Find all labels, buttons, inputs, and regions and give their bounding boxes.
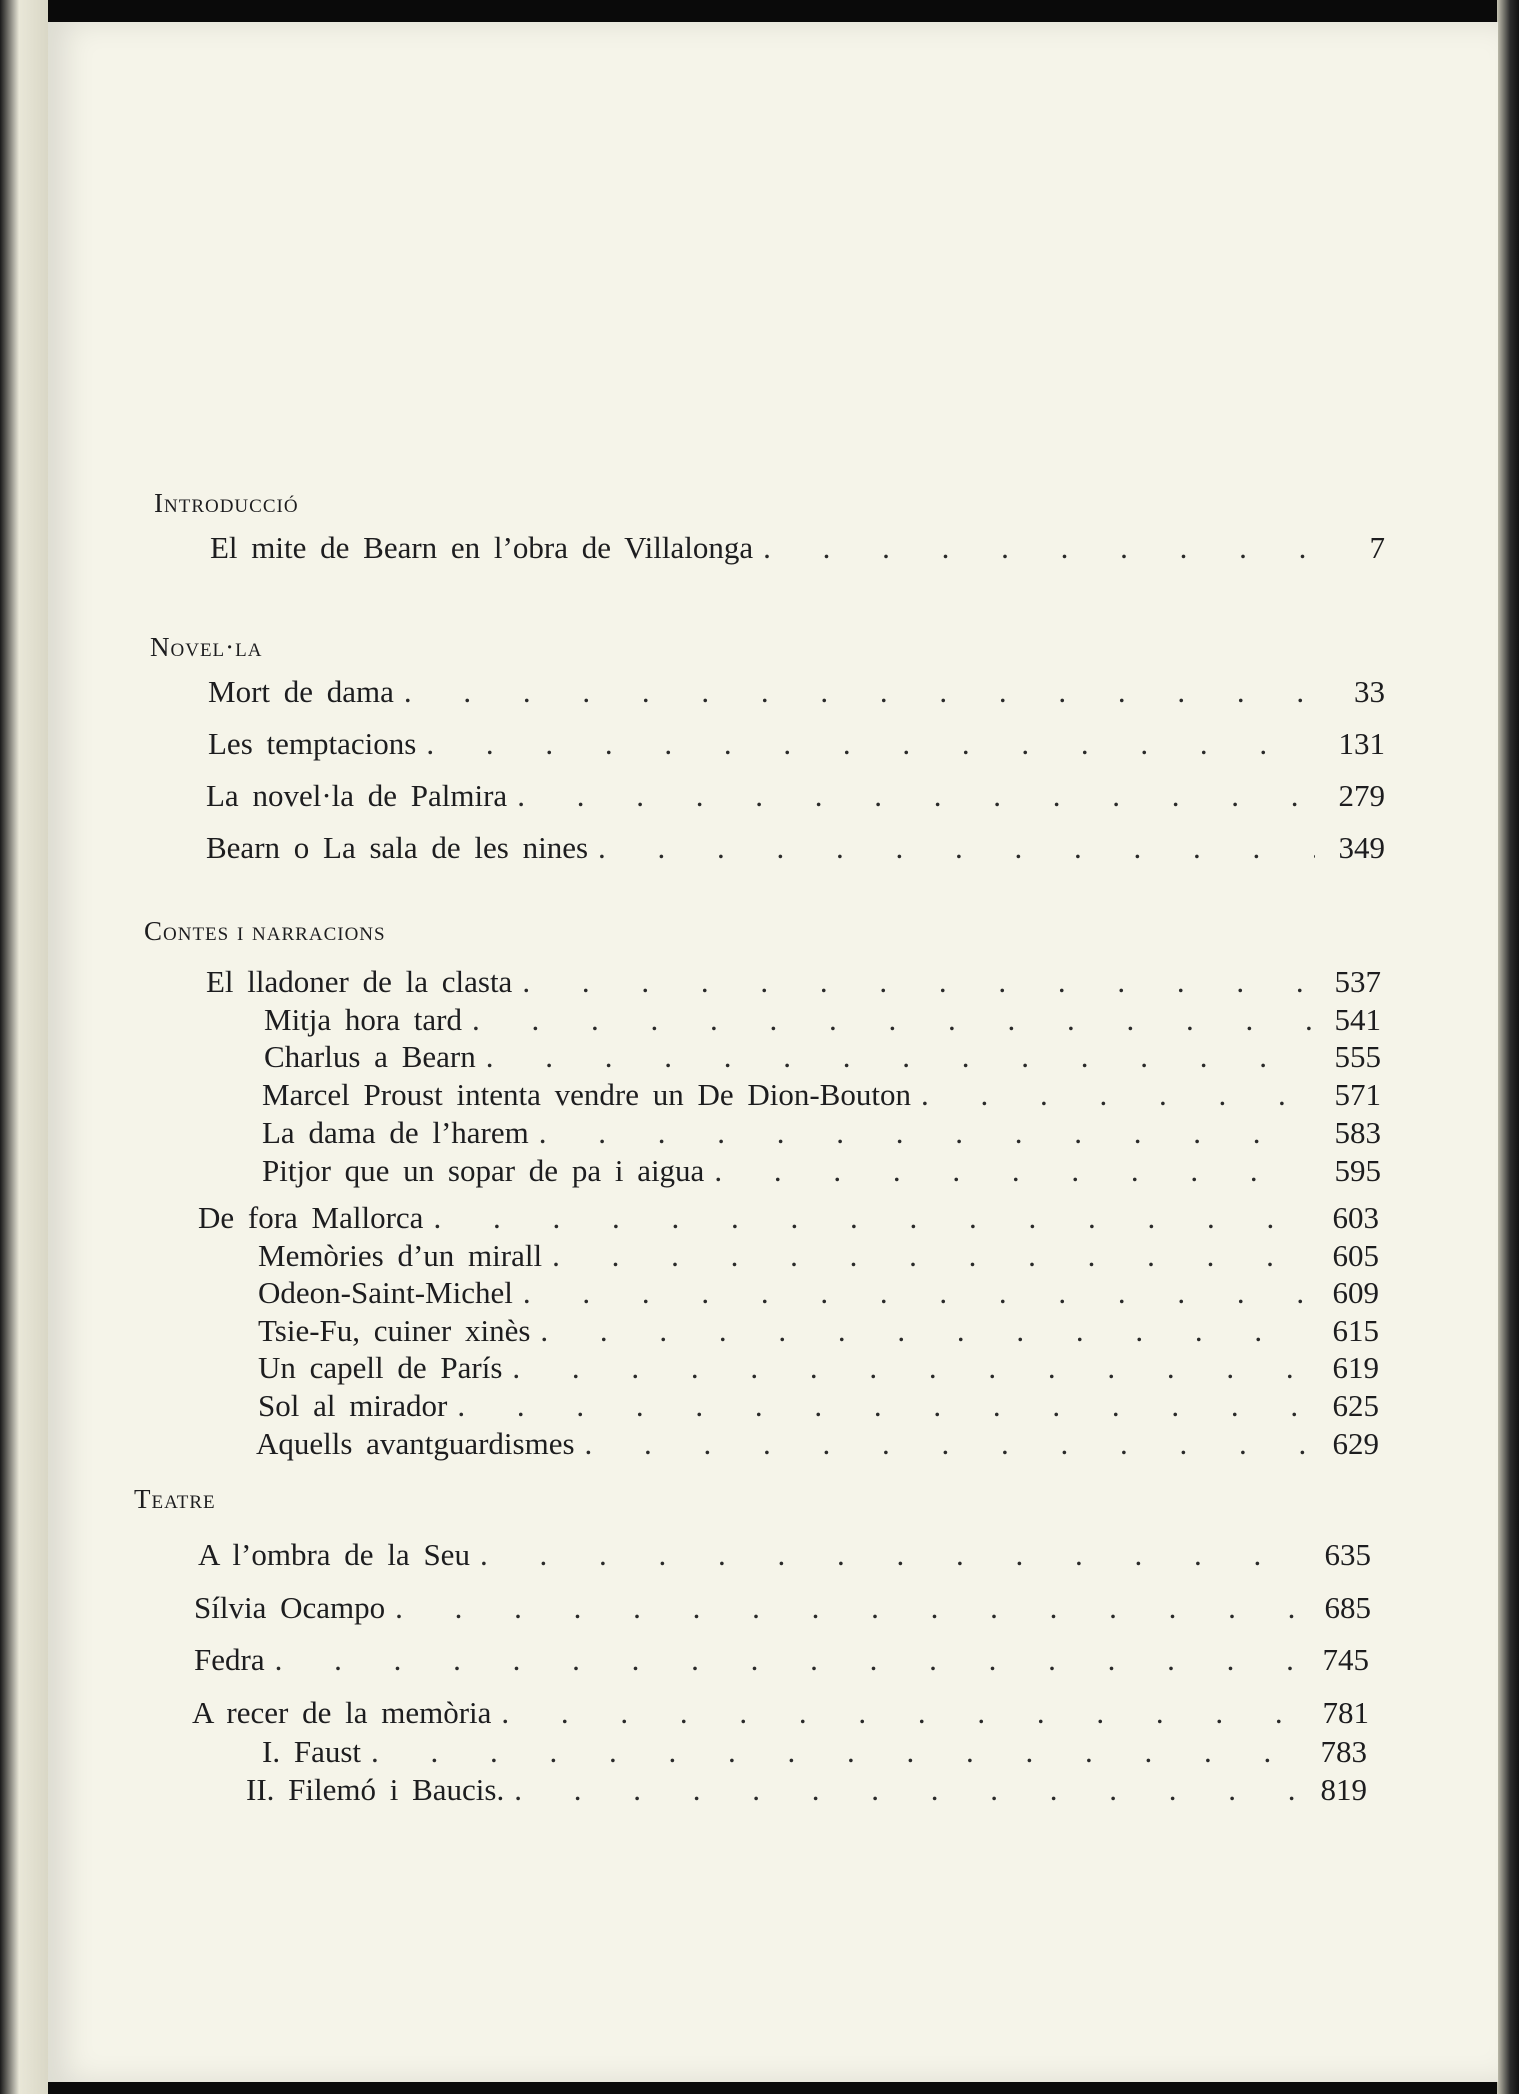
toc-entry[interactable] (264, 1039, 1381, 1075)
entry-title: Les temptacions (208, 726, 417, 761)
entry-title: Charlus a Bearn (264, 1039, 476, 1074)
toc-entry[interactable] (262, 1153, 1381, 1189)
toc-entry[interactable] (258, 1238, 1379, 1274)
entry-title: Mitja hora tard (264, 1002, 462, 1037)
entry-page-number: 595 (1334, 1153, 1381, 1188)
page-edge-left (0, 0, 48, 2094)
entry-title: I. Faust (262, 1734, 361, 1769)
dot-leader (763, 530, 1315, 566)
dot-leader (395, 1590, 1301, 1626)
toc-entry[interactable] (198, 1537, 1371, 1573)
entry-page-number: 619 (1332, 1350, 1379, 1385)
dot-leader (371, 1734, 1297, 1770)
entry-title: El mite de Bearn en l’obra de Villalonga (210, 530, 754, 565)
dot-leader (522, 964, 1311, 1000)
dot-leader (523, 1275, 1309, 1311)
entry-title: Fedra (194, 1642, 265, 1677)
toc-entry[interactable] (262, 1077, 1381, 1113)
entry-page-number: 629 (1332, 1426, 1379, 1461)
entry-title: Pitjor que un sopar de pa i aigua (262, 1153, 705, 1188)
entry-page-number: 605 (1332, 1238, 1379, 1273)
entry-page-number: 819 (1320, 1772, 1367, 1807)
entry-title: Aquells avantguardismes (256, 1426, 575, 1461)
book-page (48, 22, 1498, 2082)
dot-leader (426, 726, 1315, 762)
dot-leader (457, 1388, 1309, 1424)
entry-page-number: 571 (1334, 1077, 1381, 1112)
entry-page-number: 279 (1338, 778, 1385, 813)
dot-leader (514, 1772, 1297, 1808)
toc-entry[interactable] (194, 1642, 1369, 1678)
toc-entry[interactable] (210, 530, 1385, 566)
toc-entry[interactable] (198, 1200, 1379, 1236)
entry-title: Odeon-Saint-Michel (258, 1275, 513, 1310)
toc-entry[interactable] (258, 1388, 1379, 1424)
entry-page-number: 131 (1338, 726, 1385, 761)
toc-entry[interactable] (258, 1275, 1379, 1311)
toc-entry[interactable] (256, 1426, 1379, 1462)
entry-page-number: 685 (1324, 1590, 1371, 1625)
dot-leader (552, 1238, 1309, 1274)
entry-page-number: 603 (1332, 1200, 1379, 1235)
dot-leader (486, 1039, 1311, 1075)
dot-leader (598, 830, 1315, 866)
entry-title: II. Filemó i Baucis. (246, 1772, 505, 1807)
dot-leader (539, 1115, 1311, 1151)
toc-entry[interactable] (206, 964, 1381, 1000)
dot-leader (275, 1642, 1299, 1678)
toc-entry[interactable] (206, 778, 1385, 814)
entry-title: Un capell de París (258, 1350, 503, 1385)
entry-title: Tsie-Fu, cuiner xinès (258, 1313, 531, 1348)
dot-leader (472, 1002, 1311, 1038)
entry-title: Memòries d’un mirall (258, 1238, 543, 1273)
entry-title: A recer de la memòria (192, 1695, 492, 1730)
toc-entry[interactable] (262, 1734, 1367, 1770)
toc-entry[interactable] (262, 1115, 1381, 1151)
entry-title: Marcel Proust intenta vendre un De Dion-Bouton (262, 1077, 911, 1112)
dot-leader (921, 1077, 1311, 1113)
page-edge-right (1497, 0, 1519, 2094)
entry-page-number: 783 (1320, 1734, 1367, 1769)
entry-title: Mort de dama (208, 674, 394, 709)
toc-entry[interactable] (206, 830, 1385, 866)
dot-leader (433, 1200, 1309, 1236)
entry-title: La dama de l’harem (262, 1115, 529, 1150)
entry-page-number: 33 (1354, 674, 1385, 709)
entry-page-number: 781 (1322, 1695, 1369, 1730)
entry-page-number: 625 (1332, 1388, 1379, 1423)
entry-page-number: 609 (1332, 1275, 1379, 1310)
dot-leader (585, 1426, 1309, 1462)
toc-entry[interactable] (258, 1350, 1379, 1386)
toc-entry[interactable] (258, 1313, 1379, 1349)
dot-leader (540, 1313, 1309, 1349)
toc-entry[interactable] (192, 1695, 1369, 1731)
toc-entry[interactable] (246, 1772, 1367, 1808)
entry-title: Sílvia Ocampo (194, 1590, 386, 1625)
toc-entry[interactable] (208, 674, 1385, 710)
dot-leader (480, 1537, 1301, 1573)
section-heading-novella: Novel·la (150, 632, 263, 662)
entry-page-number: 541 (1334, 1002, 1381, 1037)
section-heading-teatre: Teatre (134, 1484, 216, 1514)
entry-title: De fora Mallorca (198, 1200, 424, 1235)
dot-leader (512, 1350, 1309, 1386)
toc-entry[interactable] (264, 1002, 1381, 1038)
section-heading-contes: Contes i narracions (144, 916, 386, 946)
dot-leader (404, 674, 1315, 710)
entry-title: Sol al mirador (258, 1388, 448, 1423)
entry-page-number: 583 (1334, 1115, 1381, 1150)
entry-page-number: 349 (1338, 830, 1385, 865)
entry-page-number: 635 (1324, 1537, 1371, 1572)
section-heading-introduccio: Introducció (154, 488, 299, 518)
entry-page-number: 745 (1322, 1642, 1369, 1677)
entry-title: La novel·la de Palmira (206, 778, 508, 813)
dot-leader (714, 1153, 1311, 1189)
dot-leader (501, 1695, 1299, 1731)
toc-entry[interactable] (208, 726, 1385, 762)
entry-page-number: 537 (1334, 964, 1381, 999)
entry-title: A l’ombra de la Seu (198, 1537, 470, 1572)
entry-page-number: 615 (1332, 1313, 1379, 1348)
entry-page-number: 555 (1334, 1039, 1381, 1074)
entry-title: Bearn o La sala de les nines (206, 830, 589, 865)
entry-page-number: 7 (1369, 530, 1385, 565)
table-of-contents (48, 22, 1498, 2082)
dot-leader (517, 778, 1315, 814)
entry-title: El lladoner de la clasta (206, 964, 513, 999)
toc-entry[interactable] (194, 1590, 1371, 1626)
